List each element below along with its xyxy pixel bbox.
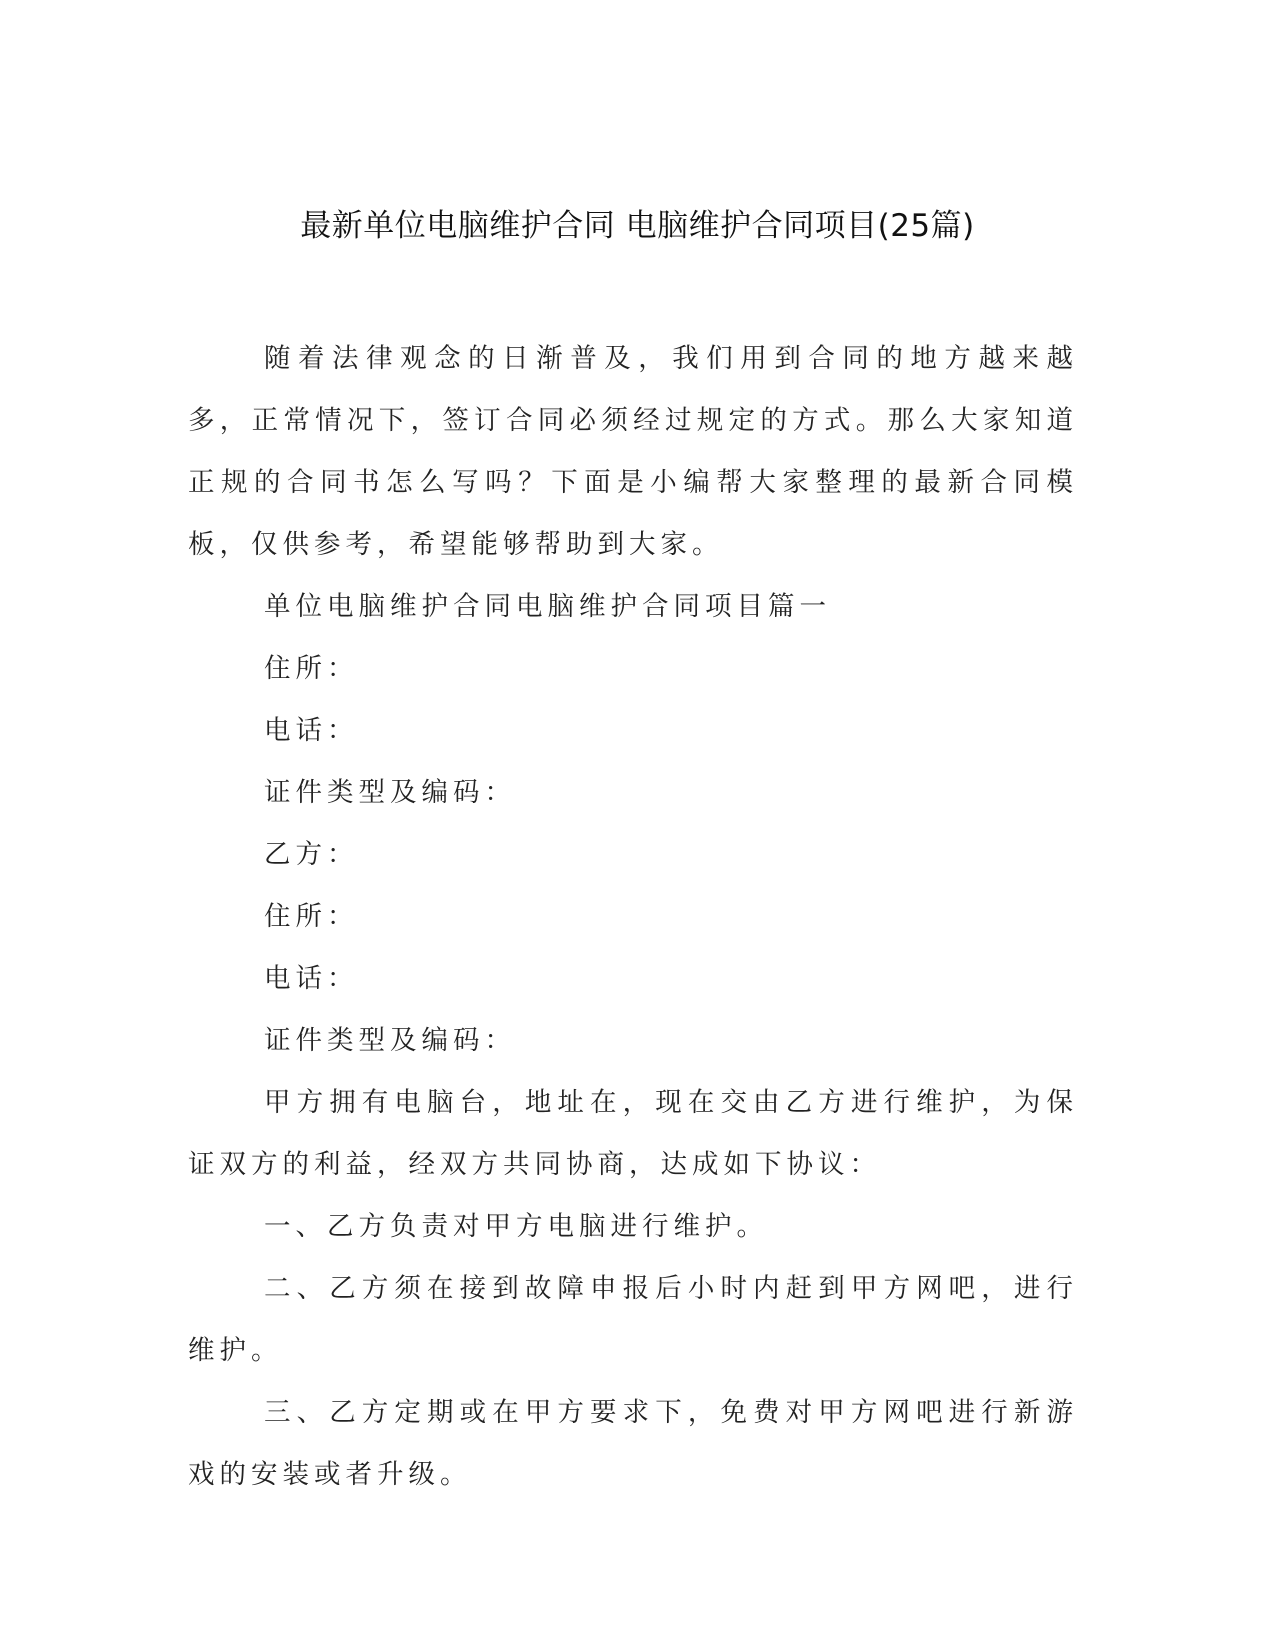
party-a-address-line: 住所： bbox=[264, 653, 359, 684]
clause-1: 一、乙方负责对甲方电脑进行维护。 bbox=[264, 1211, 768, 1242]
document-title: 最新单位电脑维护合同 电脑维护合同项目(25篇) bbox=[300, 208, 975, 244]
intro-paragraph: 随着法律观念的日渐普及，我们用到合同的地方越来越多，正常情况下，签订合同必须经过规定的方式。那么大家知道正规的合同书怎么写吗？下面是小编帮大家整理的最新合同模板，仅供参考，希望能够帮助到大家。 bbox=[188, 343, 1078, 560]
party-a-phone-line: 电话： bbox=[264, 715, 359, 746]
agreement-preamble: 甲方拥有电脑台，地址在，现在交由乙方进行维护，为保证双方的利益，经双方共同协商，达成如下协议： bbox=[188, 1087, 1078, 1180]
party-b-id-line: 证件类型及编码： bbox=[264, 1025, 516, 1056]
party-b-phone-line: 电话： bbox=[264, 963, 359, 994]
party-b-line: 乙方： bbox=[264, 839, 359, 870]
clause-2: 二、乙方须在接到故障申报后小时内赶到甲方网吧，进行维护。 bbox=[188, 1273, 1078, 1366]
party-a-id-line: 证件类型及编码： bbox=[264, 777, 516, 808]
section-heading: 单位电脑维护合同电脑维护合同项目篇一 bbox=[264, 591, 831, 622]
party-b-address-line: 住所： bbox=[264, 901, 359, 932]
clause-3: 三、乙方定期或在甲方要求下，免费对甲方网吧进行新游戏的安装或者升级。 bbox=[188, 1397, 1078, 1490]
document-body bbox=[188, 328, 1078, 1506]
